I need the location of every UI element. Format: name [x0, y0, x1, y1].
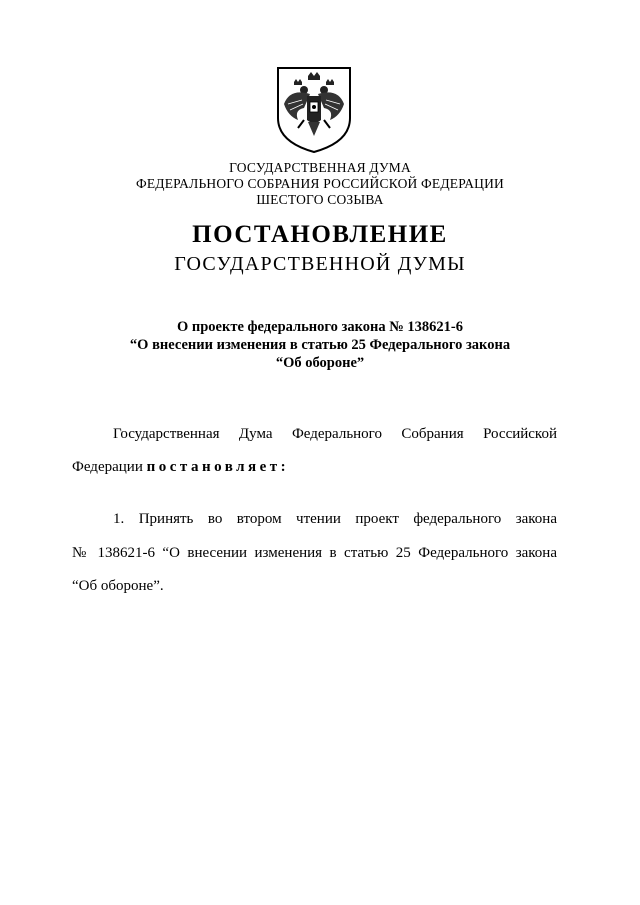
subject-line-3: “Об обороне” [275, 355, 365, 371]
item-1-line-2: № 138621-6 “О внесении изменения в статью 25 Федерального закона [72, 545, 557, 561]
document-title: ПОСТАНОВЛЕНИЕ [192, 221, 448, 248]
preamble-start: Федерации [72, 459, 143, 475]
subject-line-2: “О внесении изменения в статью 25 Федерального закона [129, 337, 511, 353]
subject-line-1: О проекте федерального закона № 138621-6 [176, 319, 464, 335]
header-line-1: ГОСУДАРСТВЕННАЯ ДУМА [229, 160, 411, 175]
document-subtitle: ГОСУДАРСТВЕННОЙ ДУМЫ [174, 253, 466, 275]
header-line-2: ФЕДЕРАЛЬНОГО СОБРАНИЯ РОССИЙСКОЙ ФЕДЕРАЦИИ [136, 176, 504, 191]
coat-of-arms-icon [274, 64, 354, 154]
resolves-verb: постановляет: [146, 459, 290, 475]
header-line-3: ШЕСТОГО СОЗЫВА [256, 192, 384, 207]
preamble-line-2 [72, 459, 289, 476]
item-1-line-3: “Об обороне”. [72, 578, 164, 594]
item-1-line-1: 1. Принять во втором чтении проект федерального закона [113, 511, 557, 527]
preamble-line-1: Государственная Дума Федерального Собрания Российской [113, 426, 557, 442]
